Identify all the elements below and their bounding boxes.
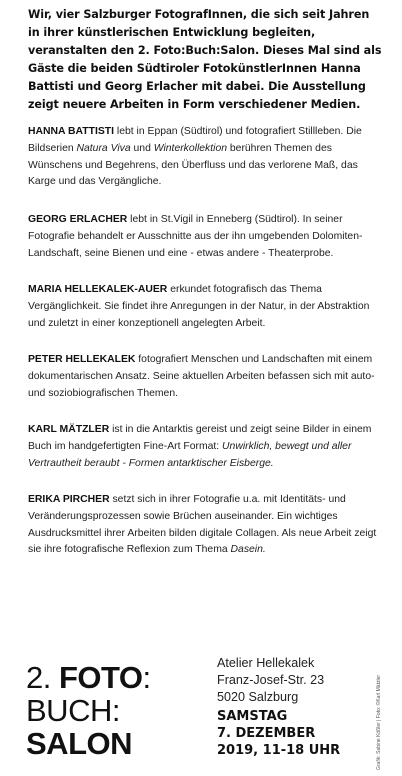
event-date-value: 7. DEZEMBER — [217, 726, 316, 741]
image-credits: Grafik: Sabine Kößler | Foto: ©Karl Mätzler — [376, 674, 382, 770]
artist-entry-maetzler: KARL MÄTZLER ist in die Antarktis gereist und zeigt seine Bilder in einem Buch im handgefertigten Fine-Art Format: Unwirklich, bewegt und aller Vertrautheit beraubt - Formen antarktischer Eisberge. — [28, 424, 372, 469]
venue-name: Atelier Hellekalek — [217, 656, 315, 670]
artist-list — [28, 124, 378, 556]
artist-name: ERIKA PIRCHER — [28, 494, 110, 505]
event-day: SAMSTAG — [217, 709, 288, 724]
venue-city: 5020 Salzburg — [217, 690, 299, 704]
venue-address — [217, 655, 324, 706]
artist-entry-pircher: ERIKA PIRCHER setzt sich in ihrer Fotografie u.a. mit Identitäts- und Veränderungsprozessen sowie Brüchen auseinander. Ein wichtiges Ausdrucksmittel ihrer Arbeiten bilden digitale Collagen. Als neue Arbeit zeigt sie ihre fotografische Reflexion zum Thema Dasein. — [28, 494, 377, 556]
artist-entry-hellekalek: PETER HELLEKALEK fotografiert Menschen und Landschaften mit einem dokumentarischen Ansatz. Seine aktuellen Arbeiten befassen sich mit auto- und soziobiografischen Themen. — [28, 354, 375, 399]
event-date — [217, 708, 340, 759]
artist-name: PETER HELLEKALEK — [28, 354, 136, 365]
artist-name: MARIA HELLEKALEK-AUER — [28, 284, 168, 295]
intro-paragraph: Wir, vier Salzburger FotografInnen, die sich seit Jahren in ihrer künstlerischen Entwicklung begleiten, veranstalten den 2. Foto:Buch:Salon. Dieses Mal sind als Gäste die beiden Südtiroler FotokünstlerInnen Hanna Battisti und Georg Erlacher mit dabei. Die Ausstellung zeigt neuere Arbeiten in Form verschiedener Medien. — [28, 8, 382, 111]
artist-entry-battisti: HANNA BATTISTI lebt in Eppan (Südtirol) und fotografiert Stillleben. Die Bildserien Natura Viva und Winterkollektion berühren Themen des Wünschens und Begehrens, den Überfluss und das verlorene Maß, das Karge und das Vergängliche. — [28, 126, 362, 188]
artist-name: GEORG ERLACHER — [28, 214, 128, 225]
artist-entry-hellekalek-auer: MARIA HELLEKALEK-AUER erkundet fotografisch das Thema Vergänglichkeit. Sie findet ihre Anregungen in der Natur, in der Abstraktion und zuletzt in einer konzeptionell angelegten Arbeit. — [28, 284, 370, 329]
artist-name: KARL MÄTZLER — [28, 424, 110, 435]
event-title: 2. FOTO: BUCH: SALON — [26, 660, 151, 761]
venue-street: Franz-Josef-Str. 23 — [217, 673, 325, 687]
artist-entry-erlacher: GEORG ERLACHER lebt in St.Vigil in Enneberg (Südtirol). In seiner Fotografie behandelt er Ausschnitte aus der ihn umgebenden Dolomiten-Landschaft, seine Bienen und eine - etwas andere - Theaterprobe. — [28, 214, 363, 259]
artist-name: HANNA BATTISTI — [28, 126, 115, 137]
event-time: 2019, 11-18 UHR — [217, 743, 341, 758]
